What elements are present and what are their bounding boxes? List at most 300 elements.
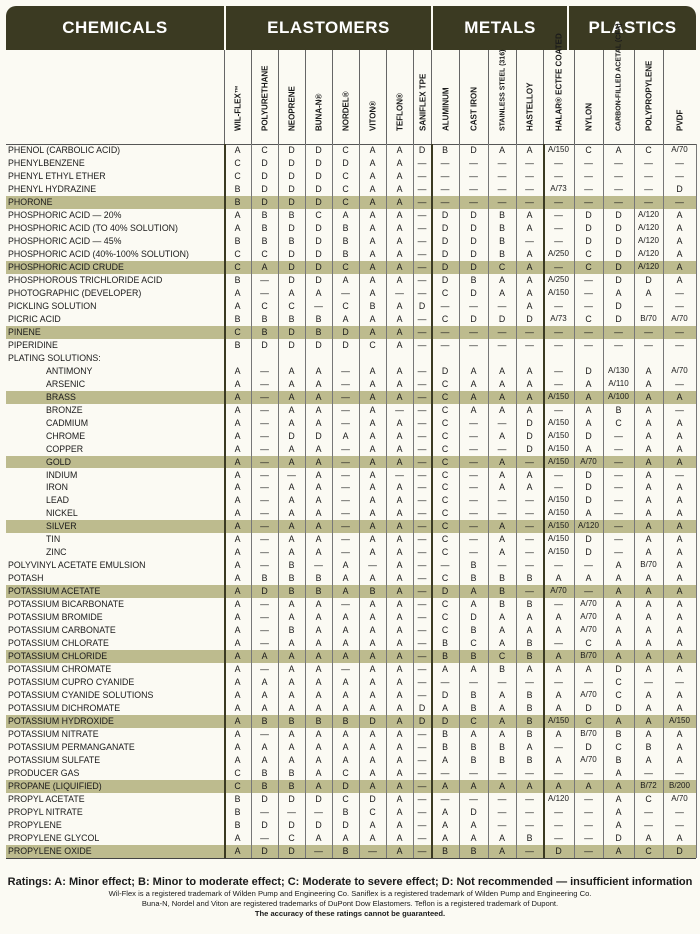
rating-cell: D [342, 819, 349, 830]
rating-cell: — [417, 742, 427, 753]
rating-cell: A [342, 703, 349, 714]
rating-cell: — [554, 677, 563, 688]
rating-cell: C [234, 261, 241, 272]
table-row [6, 274, 696, 287]
rating-cell: — [614, 469, 623, 480]
rating-cell: B [442, 651, 448, 662]
rating-cell: — [417, 755, 427, 766]
rating-cell: C [234, 157, 241, 168]
column-header-label: HASTELLOY [525, 82, 535, 131]
rating-cell: A [645, 755, 652, 766]
rating-cell: A/70 [671, 313, 688, 323]
rating-cell: A [676, 417, 683, 428]
rating-cell: B [315, 326, 322, 337]
rating-cell: A [234, 599, 241, 610]
rating-cell: B [261, 235, 268, 246]
rating-cell: B [442, 742, 448, 753]
rating-cell: C [315, 209, 322, 220]
rating-cell: — [497, 768, 507, 779]
grid-line [634, 144, 635, 858]
rating-cell: B/200 [669, 781, 690, 791]
rating-cell: A [369, 443, 376, 454]
rating-cell: D [615, 832, 622, 843]
table-row [6, 170, 696, 183]
rating-cell: — [417, 378, 427, 389]
rating-cell: A [676, 235, 683, 246]
chemical-name: PLATING SOLUTIONS: [8, 352, 101, 363]
rating-cell: A [585, 417, 592, 428]
chemical-name: POLYVINYL ACETATE EMULSION [8, 560, 146, 571]
rating-cell: — [417, 326, 427, 337]
table-row [6, 339, 696, 352]
chemical-name: ARSENIC [46, 378, 86, 389]
rating-cell: — [584, 326, 593, 337]
rating-cell: A [396, 651, 403, 662]
rating-cell: — [675, 404, 684, 415]
table-row [6, 702, 696, 715]
rating-cell: A [234, 625, 241, 636]
rating-cell: — [554, 196, 563, 207]
rating-cell: B [342, 806, 349, 817]
chemical-name: IRON [46, 482, 68, 493]
rating-cell: — [260, 391, 269, 402]
rating-cell: A [288, 378, 295, 389]
rating-cell: A [369, 677, 376, 688]
table-row [6, 183, 696, 196]
rating-cell: — [314, 560, 323, 571]
rating-cell: — [260, 495, 269, 506]
grid-line [696, 144, 697, 858]
rating-cell: B [288, 573, 295, 584]
rating-cell: A [615, 845, 622, 856]
rating-cell: A/150 [548, 145, 569, 154]
rating-cell: A [369, 391, 376, 402]
rating-cell: A [676, 547, 683, 558]
rating-cell: D [441, 209, 449, 220]
rating-cell: A [396, 755, 403, 766]
rating-cell: — [584, 832, 593, 843]
rating-cell: A [234, 612, 241, 623]
rating-cell: D [676, 845, 683, 856]
rating-cell: A [676, 274, 683, 285]
rating-cell: B [442, 145, 448, 155]
chemical-name: POTASSIUM CHLORATE [8, 638, 109, 649]
rating-cell: A [234, 482, 241, 493]
rating-cell: B [526, 729, 533, 740]
rating-cell: A [369, 755, 376, 766]
rating-cell: — [417, 443, 427, 454]
column-header-label: STAINLESS STEEL (316) [499, 49, 506, 131]
rating-cell: D [470, 806, 477, 817]
rating-cell: B [369, 586, 376, 597]
rating-cell: A [645, 430, 652, 441]
rating-cell: A [615, 806, 622, 817]
rating-cell: B [261, 313, 268, 324]
table-row [6, 533, 696, 546]
rating-cell: D [615, 261, 622, 272]
chemical-name: INDIUM [46, 469, 78, 480]
rating-cell: A [676, 638, 683, 649]
rating-cell: B [442, 729, 448, 740]
rating-cell: A/150 [669, 716, 690, 726]
rating-cell: A [676, 508, 683, 519]
rating-cell: — [554, 599, 563, 610]
grid-line [305, 144, 306, 858]
rating-cell: D [470, 261, 477, 272]
rating-cell: A [676, 261, 683, 272]
rating-cell: A [369, 742, 376, 753]
rating-cell: B [526, 716, 533, 727]
rating-cell: A [676, 456, 683, 467]
rating-cell: — [260, 560, 269, 571]
rating-cell: A [396, 378, 403, 389]
rating-cell: D [418, 703, 426, 714]
rating-cell: — [469, 547, 478, 558]
rating-cell: — [260, 664, 269, 675]
rating-cell: A [585, 573, 592, 584]
rating-cell: B [499, 209, 505, 220]
rating-cell: — [525, 456, 534, 467]
rating-cell: A [526, 469, 533, 480]
rating-cell: D [418, 300, 426, 311]
rating-cell: A [499, 430, 505, 441]
rating-cell: — [260, 599, 269, 610]
table-row [6, 624, 696, 637]
rating-cell: A [342, 274, 349, 285]
rating-cell: D [288, 794, 295, 804]
rating-cell: D [342, 157, 349, 168]
rating-cell: A [470, 729, 477, 740]
rating-cell: A [645, 287, 652, 298]
table-row [6, 520, 696, 533]
rating-cell: — [260, 806, 269, 817]
rating-cell: — [525, 845, 534, 856]
rating-cell: B [288, 625, 295, 636]
chemical-name: PROPYLENE OXIDE [8, 845, 92, 856]
rating-cell: — [614, 495, 623, 506]
rating-cell: C [441, 378, 449, 389]
rating-cell: B [234, 819, 241, 830]
rating-cell: A [499, 625, 505, 636]
rating-cell: — [341, 443, 350, 454]
rating-cell: A [261, 742, 268, 753]
rating-cell: B [526, 599, 533, 610]
table-row [6, 248, 696, 261]
rating-cell [603, 352, 634, 364]
grid-line [278, 144, 279, 858]
rating-cell: A [234, 404, 241, 415]
rating-cell: A [315, 768, 322, 779]
rating-cell: A [342, 313, 349, 324]
column-header [459, 50, 488, 144]
table-row [6, 300, 696, 313]
rating-cell: A/120 [638, 222, 659, 232]
rating-cell: C [261, 145, 268, 155]
rating-cell: A [396, 235, 403, 246]
table-row [6, 326, 696, 339]
rating-cell: A [555, 612, 562, 623]
column-header [488, 50, 516, 144]
rating-cell: B [261, 573, 268, 584]
rating-cell: — [469, 300, 478, 311]
rating-cell: — [644, 183, 653, 194]
rating-cell: — [497, 300, 507, 311]
rating-cell: D [288, 274, 295, 285]
rating-cell: D [585, 534, 592, 545]
rating-cell: D [342, 326, 349, 337]
rating-cell: C [441, 521, 449, 532]
rating-cell: A [315, 287, 322, 298]
chemical-name: CHROME [46, 430, 86, 441]
rating-cell: D [369, 794, 376, 804]
rating-cell: A [315, 469, 322, 480]
rating-cell: — [584, 819, 593, 830]
grid-line [332, 144, 333, 858]
rating-cell: A [234, 300, 241, 311]
table-row [6, 663, 696, 676]
rating-cell: B [288, 235, 295, 246]
rating-cell: A [315, 443, 322, 454]
rating-cell: A/130 [608, 365, 629, 375]
rating-cell: — [554, 235, 563, 246]
rating-cell: — [554, 209, 563, 220]
rating-cell: — [314, 806, 323, 817]
rating-cell: A [369, 768, 376, 779]
rating-cell: C [342, 170, 349, 181]
rating-cell: — [417, 625, 427, 636]
rating-cell: C [342, 145, 349, 155]
rating-cell: A [369, 456, 376, 467]
rating-cell: C [441, 391, 449, 402]
rating-cell: — [525, 768, 534, 779]
rating-cell: D [470, 235, 477, 246]
rating-cell: A [526, 391, 533, 402]
rating-cell: A/120 [548, 794, 569, 803]
column-header-label: NYLON [584, 103, 594, 131]
group-header-elastomers: ELASTOMERS [224, 6, 431, 50]
rating-cell: D [315, 794, 322, 804]
rating-cell: B [234, 183, 241, 194]
table-row [6, 196, 696, 209]
rating-cell: A [526, 248, 533, 259]
rating-cell: C [234, 781, 241, 792]
rating-cell: B [234, 806, 241, 817]
rating-cell: — [341, 534, 350, 545]
chemical-name: PHOSPHORIC ACID CRUDE [8, 261, 124, 272]
chemical-name: PRODUCER GAS [8, 768, 80, 779]
column-header-label: POLYURETHANE [260, 65, 270, 131]
rating-cell [663, 352, 696, 364]
rating-cell: — [417, 456, 427, 467]
rating-cell: A [645, 508, 652, 519]
rating-cell: A [342, 586, 349, 597]
rating-cell: A [369, 365, 376, 376]
rating-cell: A/120 [638, 209, 659, 219]
rating-cell: A [645, 729, 652, 740]
rating-cell: A [234, 703, 241, 714]
rating-cell: A [288, 534, 295, 545]
rating-cell: D [261, 196, 268, 207]
rating-cell: — [554, 261, 563, 272]
rating-cell: A [315, 482, 322, 493]
rating-cell: A [369, 508, 376, 519]
rating-cell: A [288, 703, 295, 714]
rating-cell: A [396, 508, 403, 519]
rating-cell: — [614, 170, 623, 181]
rating-cell: B [288, 209, 295, 220]
rating-cell: — [341, 599, 350, 610]
rating-cell: — [644, 170, 653, 181]
table-row [6, 235, 696, 248]
rating-cell: A [234, 534, 241, 545]
table-row [6, 352, 696, 365]
rating-cell: A [615, 287, 622, 298]
table-row [6, 546, 696, 559]
rating-cell: A [315, 832, 322, 843]
rating-cell: — [440, 300, 450, 311]
column-header-label: BUNA-N® [314, 93, 324, 131]
column-header-label: NEOPRENE [287, 86, 297, 131]
rating-cell: A [442, 806, 448, 817]
rating-cell: A [288, 729, 295, 740]
rating-cell: C [342, 196, 349, 207]
rating-cell: — [314, 300, 323, 311]
rating-cell: D [261, 183, 268, 194]
rating-cell: — [469, 482, 478, 493]
rating-cell: C [585, 248, 592, 259]
rating-cell: B [261, 209, 268, 220]
rating-cell: D [585, 235, 592, 246]
column-header [224, 50, 251, 144]
rating-cell: A [615, 573, 622, 584]
rating-cell: A/120 [638, 235, 659, 245]
rating-cell: A [585, 781, 592, 792]
rating-cell: A [526, 209, 533, 220]
rating-cell: B [499, 222, 505, 233]
rating-cell: — [497, 495, 507, 506]
rating-cell [386, 352, 413, 364]
rating-cell: B [615, 404, 622, 415]
rating-cell: A [396, 573, 403, 584]
rating-cell: D [261, 586, 268, 597]
column-header [431, 50, 459, 144]
rating-cell: A/150 [548, 430, 569, 440]
rating-cell: A/120 [638, 248, 659, 258]
rating-cell: — [341, 404, 350, 415]
rating-cell: — [584, 339, 593, 350]
rating-cell: A [526, 274, 533, 285]
rating-cell: A [396, 339, 403, 350]
rating-cell: A [396, 742, 403, 753]
rating-cell: D [615, 222, 622, 233]
rating-cell: A [526, 781, 533, 792]
rating-cell: — [525, 235, 534, 246]
rating-cell: — [417, 430, 427, 441]
rating-cell: B [288, 716, 295, 727]
rating-cell: — [341, 508, 350, 519]
table-row [6, 611, 696, 624]
table-row [6, 222, 696, 235]
rating-cell: — [554, 638, 563, 649]
rating-cell: — [584, 287, 593, 298]
rating-cell: A [234, 638, 241, 649]
rating-cell: A [288, 664, 295, 675]
rating-cell: — [417, 222, 427, 233]
rating-cell: B [499, 599, 505, 610]
rating-cell: A [645, 365, 652, 376]
rating-cell: A [369, 287, 376, 298]
rating-cell: — [469, 677, 478, 688]
rating-cell: A [234, 222, 241, 233]
rating-cell: — [469, 508, 478, 519]
grid-line [543, 144, 545, 858]
rating-cell: — [675, 806, 684, 817]
rating-cell: — [260, 430, 269, 441]
rating-cell: D [470, 209, 477, 220]
rating-cell: A [526, 742, 533, 753]
rating-cell: D [315, 339, 322, 350]
rating-cell: — [417, 638, 427, 649]
rating-cell: A/70 [580, 456, 597, 466]
rating-cell: — [417, 521, 427, 532]
chemical-name: PICKLING SOLUTION [8, 300, 97, 311]
rating-cell: A [396, 781, 403, 792]
rating-cell: C [585, 145, 592, 155]
rating-cell: — [644, 326, 653, 337]
rating-cell: A [585, 664, 592, 675]
rating-cell: A [342, 832, 349, 843]
rating-cell: B [288, 586, 295, 597]
rating-cell: A [499, 378, 505, 389]
rating-cell: C [441, 287, 449, 298]
rating-cell: — [469, 183, 478, 194]
rating-cell: D [585, 547, 592, 558]
rating-cell: D [615, 300, 622, 311]
rating-cell: A [315, 703, 322, 714]
rating-cell: B [526, 755, 533, 766]
rating-cell: D [261, 845, 268, 856]
rating-cell: — [417, 845, 427, 856]
rating-cell: — [469, 339, 478, 350]
grid-line [516, 144, 517, 858]
table-row [6, 481, 696, 494]
rating-cell: — [417, 781, 427, 792]
column-header [305, 50, 332, 144]
rating-cell: A [342, 677, 349, 688]
rating-cell: A [234, 755, 241, 766]
rating-cell: — [417, 729, 427, 740]
rating-cell: C [441, 625, 449, 636]
rating-cell: A [499, 547, 505, 558]
grid-line [431, 144, 433, 858]
rating-cell: B [234, 794, 241, 804]
rating-cell: B [470, 742, 477, 753]
rating-cell: — [469, 443, 478, 454]
rating-cell: A [615, 586, 622, 597]
rating-cell: A [315, 651, 322, 662]
rating-cell: A [396, 300, 403, 311]
rating-cell: C [441, 404, 449, 415]
rating-cell: D [585, 365, 592, 376]
rating-cell: A [499, 729, 505, 740]
rating-cell: — [417, 651, 427, 662]
column-header-label: CARBON-FILLED ACETAL (CFA) [615, 23, 623, 131]
rating-cell: — [417, 690, 427, 701]
rating-cell: A/70 [580, 755, 597, 765]
rating-cell: A [369, 313, 376, 324]
rating-cell: D [441, 716, 449, 727]
rating-cell: — [260, 508, 269, 519]
